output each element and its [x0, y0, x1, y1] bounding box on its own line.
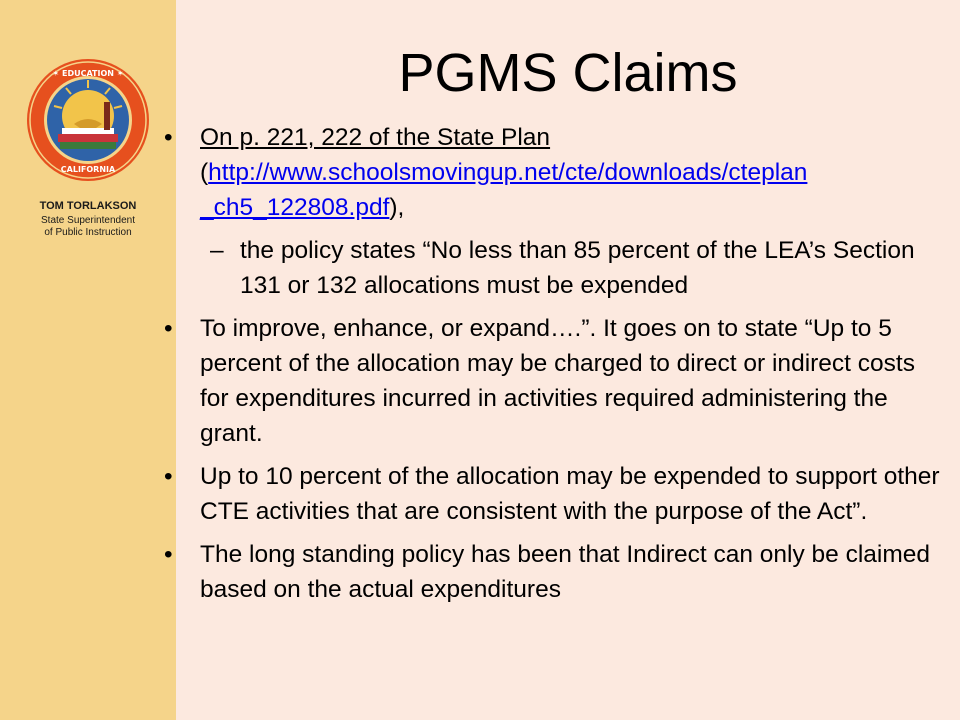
bullet-item-4	[160, 537, 940, 607]
sub-item-1	[160, 233, 940, 303]
bullet-item-3	[160, 459, 940, 529]
california-department-of-education-seal-icon	[26, 58, 150, 182]
bullet-text: The long standing policy has been that Indirect can only be claimed based on the actual expenditures	[200, 541, 931, 603]
svg-text:CALIFORNIA: CALIFORNIA	[60, 165, 116, 174]
superintendent-title	[0, 215, 176, 239]
bullet-item-2	[160, 311, 940, 451]
dash-symbol: –	[210, 237, 224, 264]
slide-body	[160, 120, 940, 615]
state-plan-reference: On p. 221, 222 of the State Plan	[200, 124, 551, 151]
bullet-item-1	[160, 120, 940, 225]
superintendent-title-line2: of Public Instruction	[44, 227, 132, 238]
bullet-symbol: •	[164, 315, 173, 342]
bullet-symbol: •	[164, 463, 173, 490]
bullet-symbol: •	[164, 541, 173, 568]
state-plan-link[interactable]	[200, 159, 807, 221]
bullet-text: To improve, enhance, or expand….”. It goes on to state “Up to 5 percent of the allocation may be charged to direct or indirect costs for expenditures incurred in activities required administering the grant.	[200, 315, 915, 447]
superintendent-title-line1: State Superintendent	[41, 215, 135, 226]
link-part-2: _ch5_122808.pdf	[200, 194, 390, 221]
open-paren: (	[200, 159, 209, 186]
superintendent-name: TOM TORLAKSON	[39, 200, 137, 212]
bullet-symbol: •	[164, 124, 173, 151]
sidebar	[0, 0, 176, 720]
bullet-text: Up to 10 percent of the allocation may be expended to support other CTE activities that are consistent with the purpose of the Act”.	[200, 463, 940, 525]
svg-text:✶ EDUCATION ✶: ✶ EDUCATION ✶	[52, 69, 124, 78]
link-part-1: http://www.schoolsmovingup.net/cte/downloads/cteplan	[208, 159, 808, 186]
close-paren: ),	[389, 194, 405, 221]
slide-title: PGMS Claims	[398, 43, 738, 103]
sub-item-text: the policy states “No less than 85 percent of the LEA’s Section 131 or 132 allocations must be expended	[240, 237, 915, 299]
